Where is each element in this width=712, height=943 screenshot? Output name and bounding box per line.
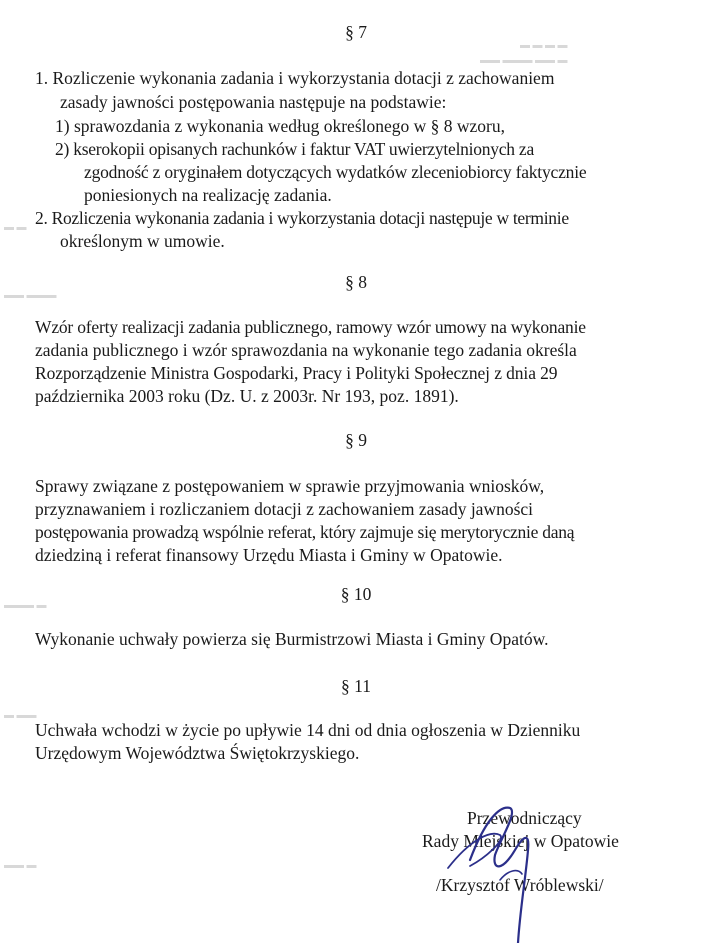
text-line: poniesionych na realizację zadania. [84,185,332,205]
text-line: Uchwała wchodzi w życie po upływie 14 dni od dnia ogłoszenia w Dzienniku [35,720,581,740]
text-line: zadania publicznego i wzór sprawozdania na wykonanie tego zadania określa [35,340,577,360]
bleed-through-mark: ▬ ▬▬ [4,710,37,721]
section-heading: § 10 [340,584,372,604]
text-line: Sprawy związane z postępowaniem w sprawie przyjmowania wniosków, [35,476,545,496]
text-line: Wzór oferty realizacji zadania publicznego, ramowy wzór umowy na wykonanie [35,317,586,337]
text-line: października 2003 roku (Dz. U. z 2003r. Nr 193, poz. 1891). [35,386,459,406]
signatory-council: Rady Miejskiej w Opatowie [422,831,619,851]
bleed-through-mark: ▬▬ ▬ [4,860,37,871]
text-line: dziedziną i referat finansowy Urzędu Miasta i Gminy w Opatowie. [35,545,503,565]
section-heading: § 8 [345,272,367,292]
bleed-through-mark: ▬▬ ▬▬▬ [4,290,57,301]
text-line: przyznawaniem i rozliczaniem dotacji z zachowaniem zasady jawności [35,499,534,519]
numbered-item: 1. Rozliczenie wykonania zadania i wykorzystania dotacji z zachowaniem [35,68,555,88]
section-heading: § 9 [345,430,367,450]
sub-item: 2) kserokopii opisanych rachunków i faktur VAT uwierzytelnionych za [55,139,534,159]
text-line: Wykonanie uchwały powierza się Burmistrzowi Miasta i Gminy Opatów. [35,629,549,649]
bleed-through-mark: ▬▬ ▬▬▬ ▬▬ ▬ [480,55,568,66]
sub-item: 1) sprawozdania z wykonania według określonego w § 8 wzoru, [55,116,506,136]
bleed-through-mark: ▬▬▬ ▬ [4,600,47,611]
signatory-name: /Krzysztof Wróblewski/ [436,875,604,895]
signatory-title: Przewodniczący [467,808,582,828]
text-line: postępowania prowadzą wspólnie referat, który zajmuje się merytorycznie daną [35,522,575,542]
section-heading: § 7 [345,22,367,42]
numbered-item: 2. Rozliczenia wykonania zadania i wykorzystania dotacji następuje w terminie [35,208,569,228]
text-line: określonym w umowie. [60,231,225,251]
text-line: zasady jawności postępowania następuje na podstawie: [60,92,447,112]
text-line: Urzędowym Województwa Świętokrzyskiego. [35,743,360,763]
text-line: Rozporządzenie Ministra Gospodarki, Pracy i Polityki Społecznej z dnia 29 [35,363,558,383]
bleed-through-mark: ▬ ▬ [4,222,27,233]
section-heading: § 11 [341,676,371,696]
handwritten-signature [440,800,560,943]
bleed-through-mark: ▬ ▬ ▬ ▬ [520,40,568,51]
text-line: zgodność z oryginałem dotyczących wydatków zleceniobiorcy faktycznie [84,162,587,182]
